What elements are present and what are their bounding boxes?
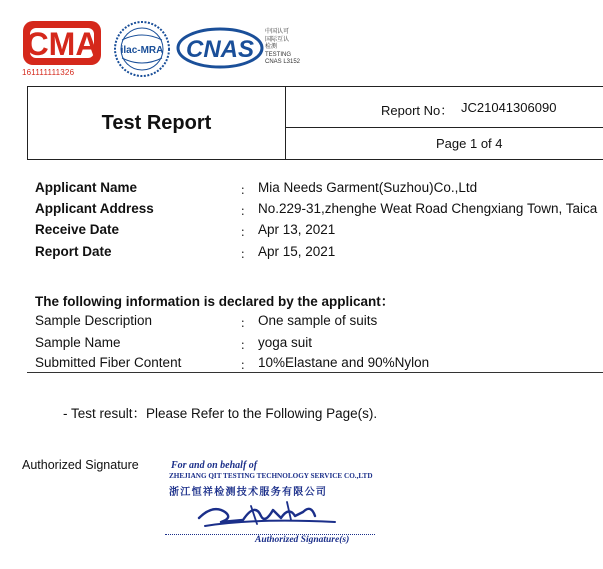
declared-heading: The following information is declared by the applicant： <box>35 294 395 309</box>
company-stamp <box>165 458 385 550</box>
cnas-line: 检测 <box>265 44 278 50</box>
report-title: Test Report <box>28 87 286 159</box>
report-header-table <box>27 86 603 160</box>
colon: ： <box>240 358 253 372</box>
cnas-line: CNAS L3152 <box>265 59 301 65</box>
colon: ： <box>240 338 253 352</box>
cnas-logo <box>176 26 264 70</box>
stamp-line-1: For and on behalf of <box>171 460 258 471</box>
colon: ： <box>240 183 253 197</box>
report-number-label: Report No： <box>381 103 454 118</box>
receive-date-label: Receive Date <box>35 222 120 237</box>
report-number: JC21041306090 <box>461 100 557 115</box>
ilac-text: ilac-MRA <box>120 45 164 56</box>
report-number-cell <box>286 87 603 128</box>
cnas-caption <box>265 29 300 67</box>
applicant-name-label: Applicant Name <box>35 180 138 195</box>
ilac-mra-logo <box>110 20 174 78</box>
cma-number: 161111111326 <box>22 68 75 77</box>
cma-text: CMA <box>25 26 99 62</box>
stamp-line-3: 浙江恒祥检测技术服务有限公司 <box>169 487 328 498</box>
page-number-cell <box>286 128 603 159</box>
cnas-text: CNAS <box>185 36 255 63</box>
sample-description-label: Sample Description <box>35 313 153 328</box>
cnas-line: 国际互认 <box>265 36 290 43</box>
cnas-line: TESTING <box>265 51 292 58</box>
test-result-text: - Test result：Please Refer to the Following Page(s). <box>63 406 378 421</box>
colon: ： <box>240 204 253 218</box>
fiber-content-value: 10%Elastane and 90%Nylon <box>258 355 430 370</box>
report-date-label: Report Date <box>35 244 112 259</box>
applicant-address-label: Applicant Address <box>35 201 154 216</box>
report-date-value: Apr 15, 2021 <box>258 244 336 259</box>
accreditation-logos <box>22 16 322 86</box>
receive-date-value: Apr 13, 2021 <box>258 222 336 237</box>
sample-description-value: One sample of suits <box>258 313 378 328</box>
sample-name-value: yoga suit <box>258 335 313 350</box>
stamp-footer: Authorized Signature(s) <box>255 535 350 545</box>
colon: ： <box>240 316 253 330</box>
stamp-line-2: ZHEJIANG QIT TESTING TECHNOLOGY SERVICE CO.,LTD <box>169 472 373 480</box>
colon: ： <box>240 225 253 239</box>
applicant-address-value: No.229-31,zhenghe Weat Road Chengxiang Town, Taica <box>258 201 598 216</box>
cnas-line: 中国认可 <box>265 29 290 35</box>
authorized-signature-label: Authorized Signature <box>22 458 139 472</box>
handwritten-signature <box>195 496 345 530</box>
applicant-name-value: Mia Needs Garment(Suzhou)Co.,Ltd <box>258 180 478 195</box>
colon: ： <box>240 247 253 261</box>
page-number: Page 1 of 4 <box>436 136 503 151</box>
sample-name-label: Sample Name <box>35 335 121 350</box>
fiber-content-label: Submitted Fiber Content <box>35 355 182 370</box>
cma-logo <box>22 20 102 66</box>
divider <box>27 372 603 373</box>
